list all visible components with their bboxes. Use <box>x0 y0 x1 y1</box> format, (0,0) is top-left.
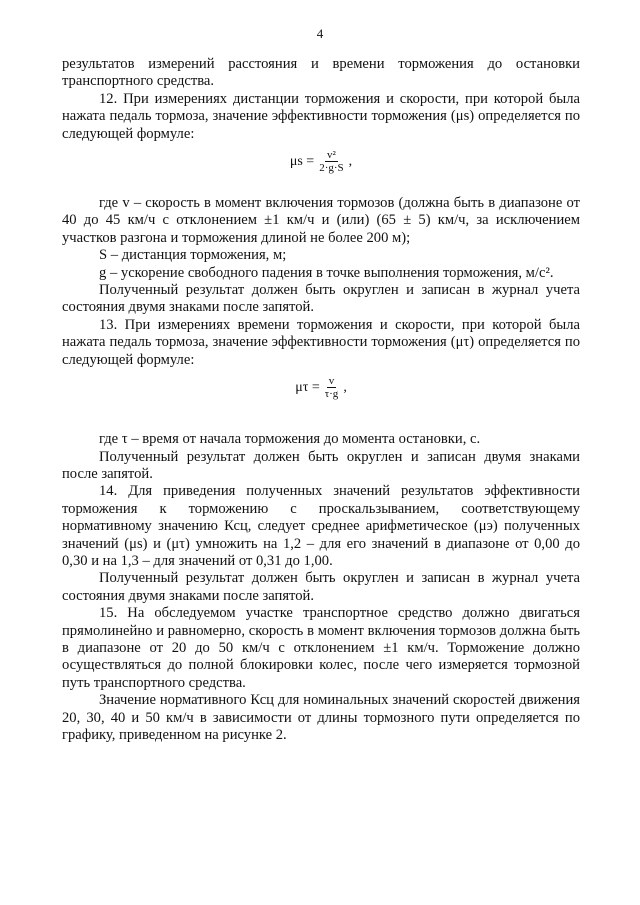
formula-mu-tau-fraction <box>323 375 341 400</box>
formula-mu-s <box>62 143 580 195</box>
formula-mu-tau-lhs: μτ = <box>295 379 320 395</box>
paragraph-15: 15. На обследуемом участке транспортное средство должно двигаться прямолинейно и равномерно, скорость в момент включения тормозов должна быть в диапазоне от 20 до 50 км/ч с отклонением ±1 км/ч. Торможение должно осуществляться до полной блокировки колес, после чего измеряется тормозной путь транспортного средства. <box>62 605 580 691</box>
rounding-note-2: Полученный результат должен быть округлен и записан двумя знаками после запятой. <box>62 448 580 482</box>
formula-mu-tau-denominator: τ·g <box>324 388 339 401</box>
definition-tau: где τ – время от начала торможения до момента остановки, с. <box>99 431 481 448</box>
formula-mu-tau <box>62 369 580 421</box>
formula-mu-s-denominator: 2·g·S <box>319 162 344 175</box>
rounding-note-3: Полученный результат должен быть округлен и записан в журнал учета состояния двумя знаками после запятой. <box>62 570 580 604</box>
paragraph-14: 14. Для приведения полученных значений результатов эффективности торможения к торможению с проскальзыванием, соответствующему нормативному значению Ксц, следует среднее арифметическое (μэ) полученных значений (μs) и (μτ) умножить на 1,2 – для его значений в диапазоне от 0,00 до 0,30 и на 1,3 – для значений от 0,31 до 1,00. <box>62 483 580 569</box>
paragraph-13: 13. При измерениях времени торможения и скорости, при которой была нажата педаль тормоза, значение эффективности торможения (μτ) определяется по следующей формуле: <box>62 316 580 368</box>
rounding-note-1: Полученный результат должен быть округлен и записан в журнал учета состояния двумя знаками после запятой. <box>62 282 580 316</box>
definition-v: где v – скорость в момент включения тормозов (должна быть в диапазоне от 40 до 45 км/ч с отклонением ±1 км/ч и (или) (65 ± 5) км/ч, за исключением участков разгона и торможения длиной не более 200 м); <box>62 195 580 246</box>
formula-mu-s-lhs: μs = <box>289 153 315 169</box>
formula-mu-s-numerator: v² <box>327 149 336 162</box>
formula-mu-tau-comma: , <box>343 379 347 395</box>
formula-mu-s-fraction <box>317 149 345 174</box>
paragraph-chart-reference: Значение нормативного Ксц для номинальных значений скоростей движения 20, 30, 40 и 50 км/ч в зависимости от длины тормозного пути определяется по графику, приведенном на рисунке 2. <box>62 692 580 743</box>
page-number: 4 <box>316 26 324 41</box>
formula-mu-tau-numerator: v <box>328 375 335 388</box>
paragraph-continuation: результатов измерений расстояния и времени торможения до остановки транспортного средства. <box>62 56 580 90</box>
definition-g: g – ускорение свободного падения в точке выполнения торможения, м/с². <box>99 264 554 281</box>
document-body <box>62 56 580 744</box>
formula-mu-s-comma: , <box>348 153 353 169</box>
definition-s: S – дистанция торможения, м; <box>99 247 287 264</box>
paragraph-12: 12. При измерениях дистанции торможения и скорости, при которой была нажата педаль тормоза, значение эффективности торможения (μs) определяется по следующей формуле: <box>62 90 580 142</box>
